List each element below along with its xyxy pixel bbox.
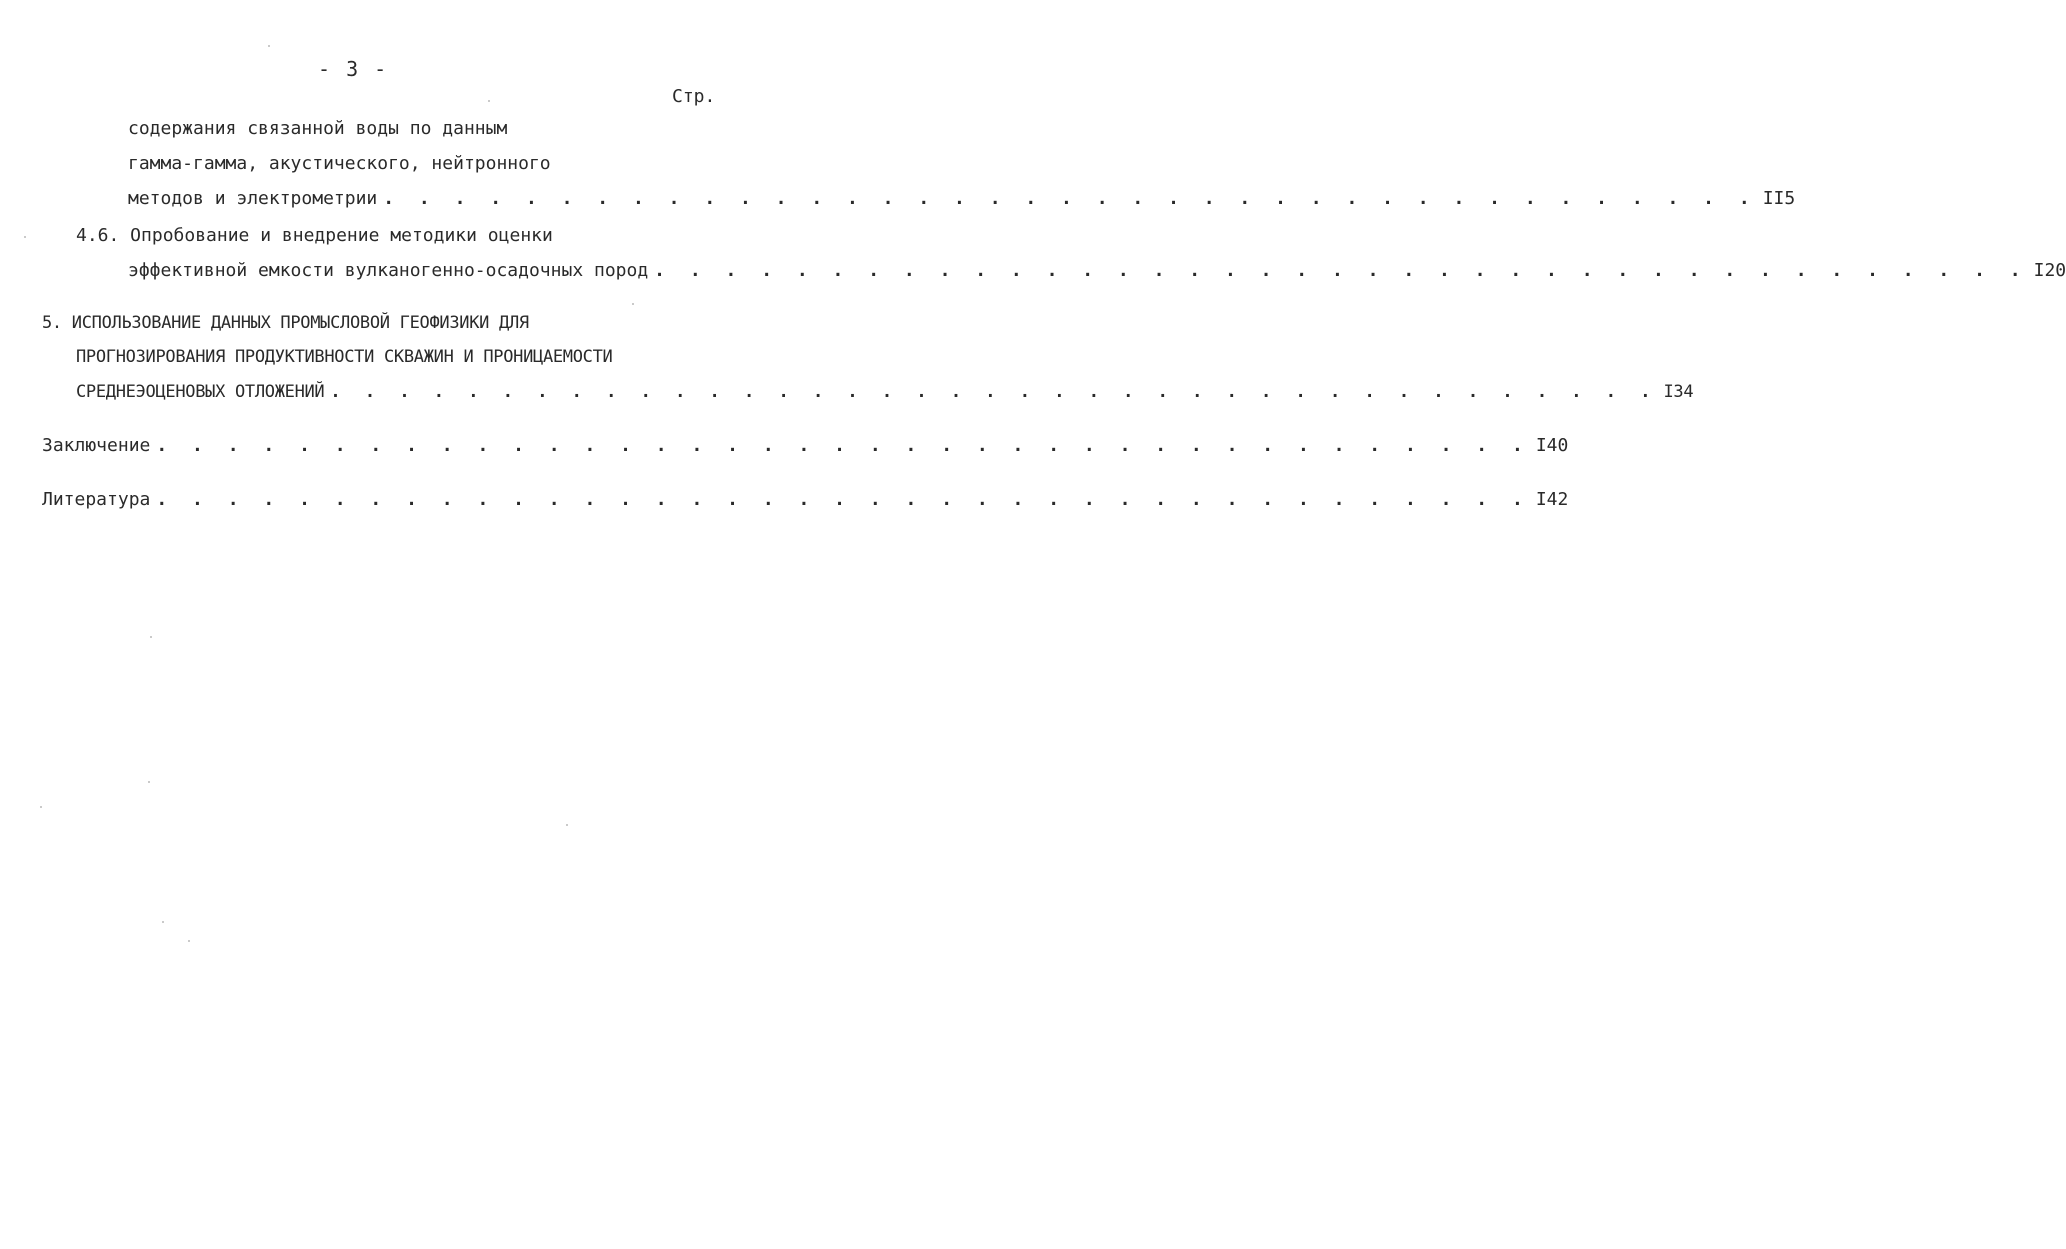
scan-speck	[150, 636, 152, 638]
toc-page-number: I20	[2033, 260, 2066, 281]
toc-entry	[42, 435, 1569, 461]
toc-entry	[76, 382, 1694, 408]
scan-speck	[268, 45, 270, 47]
toc-text: эффективной емкости вулканогенно-осадочных пород	[128, 260, 649, 281]
scan-speck	[40, 806, 42, 808]
toc-line	[128, 153, 551, 179]
scan-speck	[148, 781, 150, 783]
toc-line	[76, 347, 612, 373]
scan-speck	[566, 824, 568, 826]
toc-line	[42, 313, 529, 339]
toc-text: ПРОГНОЗИРОВАНИЯ ПРОДУКТИВНОСТИ СКВАЖИН И ПРОНИЦАЕМОСТИ	[76, 347, 613, 367]
dot-leader: . . . . . . . . . . . . . . . . . . . . . . . . . . . . . . . . . . . . . . .	[156, 435, 1530, 456]
toc-entry	[128, 260, 2066, 286]
toc-text: Литература	[42, 489, 151, 510]
toc-page-number: I40	[1535, 435, 1569, 456]
page-number: - 3 -	[318, 57, 389, 81]
toc-text: 4.6. Опробование и внедрение методики оценки	[76, 225, 553, 246]
toc-text: гамма-гамма, акустического, нейтронного	[128, 153, 551, 174]
scan-speck	[162, 921, 164, 923]
dot-leader: . . . . . . . . . . . . . . . . . . . . . . . . . . . . . . . . . . . . . . .	[654, 260, 2028, 281]
toc-text: методов и электрометрии	[128, 188, 378, 209]
dot-leader: . . . . . . . . . . . . . . . . . . . . . . . . . . . . . . . . . . . . . . .	[383, 188, 1757, 209]
scan-speck	[188, 940, 190, 942]
dot-leader: . . . . . . . . . . . . . . . . . . . . . . . . . . . . . . . . . . . . . . .	[156, 489, 1530, 510]
toc-line	[76, 225, 553, 251]
toc-page-number: II5	[1762, 188, 1796, 209]
scan-speck	[24, 236, 26, 238]
toc-text: СРЕДНЕЭОЦЕНОВЫХ ОТЛОЖЕНИЙ	[76, 382, 325, 402]
scan-speck	[632, 303, 634, 305]
dot-leader: . . . . . . . . . . . . . . . . . . . . . . . . . . . . . . . . . . . . . . .	[330, 382, 1658, 402]
toc-text: содержания связанной воды по данным	[128, 118, 508, 139]
toc-page-number: I34	[1663, 382, 1694, 402]
toc-line	[128, 118, 507, 144]
scan-speck	[488, 100, 490, 102]
toc-entry	[42, 489, 1569, 515]
page-column-header: Стр.	[672, 86, 716, 107]
toc-text: Заключение	[42, 435, 151, 456]
toc-entry	[128, 188, 1796, 214]
toc-page-number: I42	[1535, 489, 1569, 510]
toc-text: 5. ИСПОЛЬЗОВАНИЕ ДАННЫХ ПРОМЫСЛОВОЙ ГЕОФИЗИКИ ДЛЯ	[42, 313, 529, 333]
